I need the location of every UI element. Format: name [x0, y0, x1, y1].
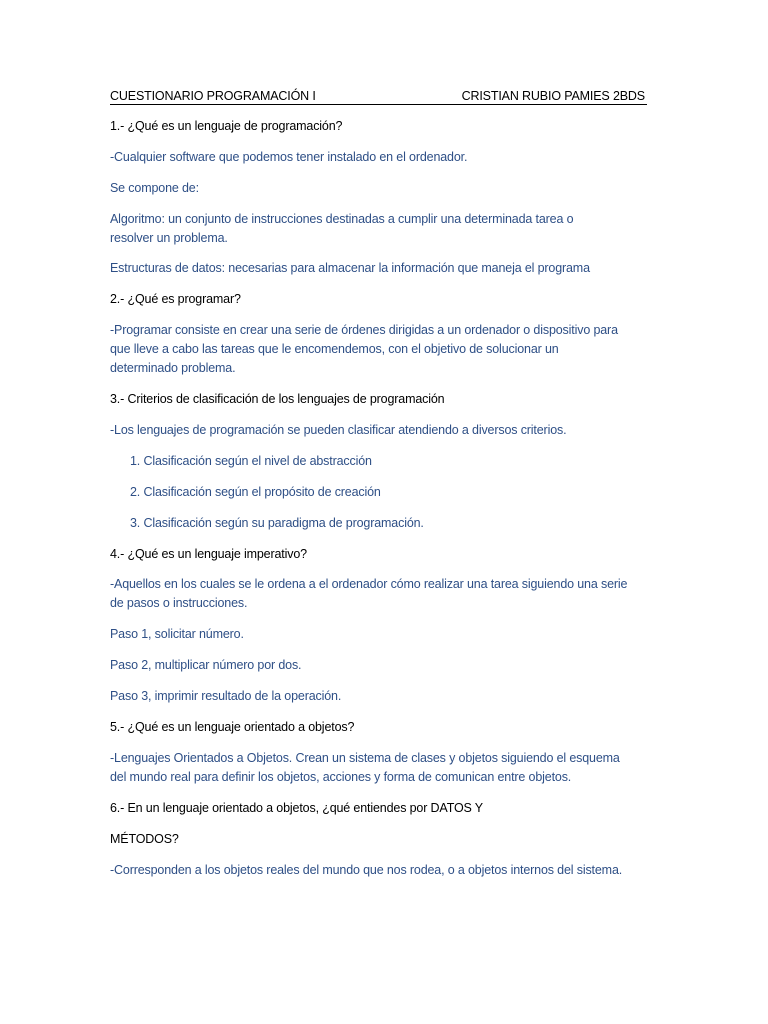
answer-2-line-3: determinado problema.: [110, 361, 236, 375]
data-structures-line: Estructuras de datos: necesarias para almacenar la información que maneja el programa: [110, 261, 590, 275]
answer-5-line-1: -Lenguajes Orientados a Objetos. Crean un sistema de clases y objetos siguiendo el esquema: [110, 751, 620, 765]
question-6-line-1: 6.- En un lenguaje orientado a objetos, ¿qué entiendes por DATOS Y: [110, 801, 483, 815]
algorithm-line-2: resolver un problema.: [110, 231, 228, 245]
answer-1: -Cualquier software que podemos tener instalado en el ordenador.: [110, 150, 468, 164]
question-4: 4.- ¿Qué es un lenguaje imperativo?: [110, 547, 307, 561]
answer-6: -Corresponden a los objetos reales del mundo que nos rodea, o a objetos internos del sistema.: [110, 863, 623, 877]
step-item: Paso 2, multiplicar número por dos.: [110, 658, 302, 672]
list-item: 3. Clasificación según su paradigma de programación.: [130, 516, 424, 530]
answer-2-line-1: -Programar consiste en crear una serie de órdenes dirigidas a un ordenador o dispositivo para: [110, 323, 618, 337]
list-item: 1. Clasificación según el nivel de abstracción: [130, 454, 372, 468]
compose-label: Se compone de:: [110, 181, 199, 195]
question-2: 2.- ¿Qué es programar?: [110, 292, 241, 306]
algorithm-line-1: Algoritmo: un conjunto de instrucciones destinadas a cumplir una determinada tarea o: [110, 212, 574, 226]
answer-2-line-2: que lleve a cabo las tareas que le encomendemos, con el objetivo de solucionar un: [110, 342, 559, 356]
question-6-line-2: MÉTODOS?: [110, 832, 179, 846]
answer-4-line-2: de pasos o instrucciones.: [110, 596, 248, 610]
answer-4-line-1: -Aquellos en los cuales se le ordena a el ordenador cómo realizar una tarea siguiendo una serie: [110, 577, 628, 591]
answer-3: -Los lenguajes de programación se pueden clasificar atendiendo a diversos criterios.: [110, 423, 567, 437]
question-1: 1.- ¿Qué es un lenguaje de programación?: [110, 119, 343, 133]
list-item: 2. Clasificación según el propósito de creación: [130, 485, 381, 499]
document-title: CUESTIONARIO PROGRAMACIÓN I: [110, 89, 316, 103]
answer-5-line-2: del mundo real para definir los objetos, acciones y forma de comunican entre objetos.: [110, 770, 572, 784]
document-header: [110, 88, 647, 105]
question-3: 3.- Criterios de clasificación de los lenguajes de programación: [110, 392, 445, 406]
step-item: Paso 1, solicitar número.: [110, 627, 244, 641]
document-author: CRISTIAN RUBIO PAMIES 2BDS: [461, 89, 645, 103]
question-5: 5.- ¿Qué es un lenguaje orientado a objetos?: [110, 720, 355, 734]
step-item: Paso 3, imprimir resultado de la operación.: [110, 689, 342, 703]
